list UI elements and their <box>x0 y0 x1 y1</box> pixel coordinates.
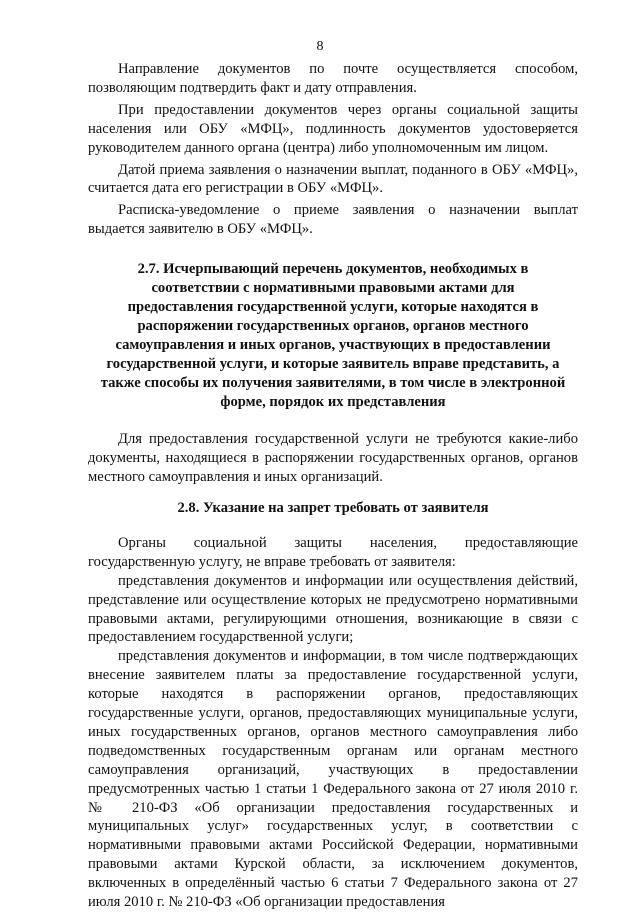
section-2-8-intro: Органы социальной защиты населения, предоставляющие государственную услугу, не вправе требовать от заявителя: <box>88 534 578 570</box>
page-number: 8 <box>316 39 324 54</box>
section-2-8-heading: 2.8. Указание на запрет требовать от заявителя <box>177 499 489 516</box>
paragraph-mail: Направление документов по почте осуществляется способом, позволяющим подтвердить факт и дату отправления. <box>88 61 578 96</box>
paragraph-acceptance-date: Датой приема заявления о назначении выплат, поданного в ОБУ «МФЦ», считается дата его регистрации в ОБУ «МФЦ». <box>88 161 578 197</box>
section-2-7-text: Для предоставления государственной услуги не требуются какие-либо документы, находящиеся в распоряжении государственных органов, органов местного самоуправления и иных организаций. <box>88 431 578 485</box>
section-2-7-heading: 2.7. Исчерпывающий перечень документов, необходимых в соответствии с нормативными правовыми актами для предоставления государственной услуги, которые находятся в распоряжении государственных органов, органов местного самоуправления и иных органов, участвующих в предоставлении государственной услуги, и которые заявитель вправе представить, а также способы их получения заявителями, в том числе в электронной форме, порядок их представления <box>100 261 566 411</box>
section-2-8-item-1: представления документов и информации или осуществления действий, представление или осуществление которых не предусмотрено нормативными правовыми актами, регулирующими отношения, возникающие в связи с предоставлением государственной услуги; <box>88 572 578 646</box>
section-2-8-item-2: представления документов и информации, в том числе подтверждающих внесение заявителем платы за предоставление государственной услуги, которые находятся в распоряжении органов, предоставляющих государственные услуги, органов, предоставляющих муниципальные услуги, иных государственных органов, органов местного самоуправления либо подведомственных государственным органам или органам местного самоуправления организаций, участвующих в предоставлении предусмотренных частью 1 статьи 1 Федерального закона от 27 июля 2010 г. № 210-ФЗ «Об организации предоставления государственных и муниципальных услуг» государственных услуг, в соответствии с нормативными правовыми актами Российской Федерации, нормативными правовыми актами Курской области, за исключением документов, включенных в определённый частью 6 статьи 7 Федерального закона от 27 июля 2010 г. № 210-ФЗ «Об организации предоставления <box>88 648 578 911</box>
document-body <box>88 60 578 912</box>
paragraph-authentication: При предоставлении документов через органы социальной защиты населения или ОБУ «МФЦ», подлинность документов удостоверяется руководителем данного органа (центра) либо уполномоченным им лицом. <box>88 101 578 156</box>
paragraph-receipt-notice: Расписка-уведомление о приеме заявления о назначении выплат выдается заявителю в ОБУ «МФЦ». <box>88 202 578 238</box>
